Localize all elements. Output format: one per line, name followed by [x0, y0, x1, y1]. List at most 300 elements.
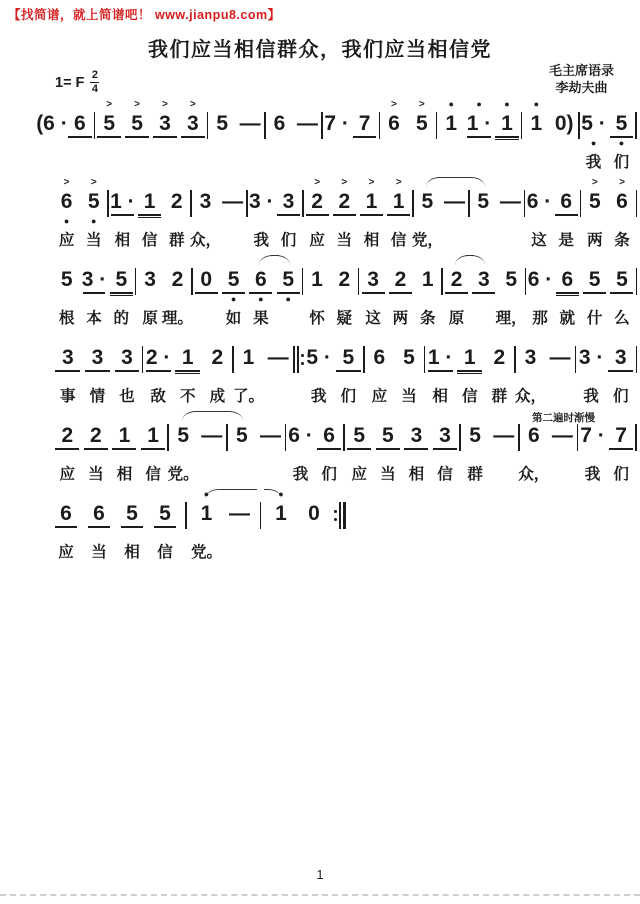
- note-token: [331, 255, 358, 327]
- lyric: 我: [292, 466, 309, 483]
- note-token: [489, 411, 518, 480]
- duration-underlines: [333, 369, 363, 375]
- note-number: —: [267, 346, 289, 369]
- note-number: 3: [159, 112, 171, 135]
- note-number: 2: [493, 346, 506, 369]
- octave-dot-low: ●: [230, 294, 237, 304]
- note-number: 6: [388, 112, 400, 135]
- note-number: 5: [342, 346, 355, 369]
- duration-underlines: [365, 369, 395, 375]
- note-number: 6: [527, 424, 540, 447]
- site-watermark: 【找简谱，就上简谱吧！ www.jianpu8.com】: [8, 8, 281, 22]
- note-token: [437, 99, 465, 168]
- note-token: [53, 177, 80, 249]
- note-token: [522, 99, 550, 168]
- note-number: 1 ·: [427, 346, 453, 369]
- lyric: 应: [58, 544, 74, 561]
- accent-mark: >: [341, 177, 348, 188]
- lyric: 信: [390, 232, 407, 249]
- duration-underlines: [208, 135, 236, 141]
- note-token: [304, 177, 331, 249]
- duration-underlines: [234, 369, 264, 375]
- duration-underlines: [268, 525, 294, 531]
- duration-underlines: [236, 135, 264, 141]
- duration-underlines: [493, 135, 521, 141]
- note-token: [301, 489, 327, 558]
- duration-underlines: [227, 525, 253, 531]
- note-token: [315, 411, 344, 483]
- note-token: [275, 255, 302, 324]
- note-number: 7: [615, 424, 627, 447]
- note-token: [374, 411, 403, 483]
- note-number: 5: [126, 502, 138, 525]
- note-token: [228, 411, 257, 480]
- note-number: 5: [115, 268, 128, 291]
- note-token: [608, 177, 635, 249]
- note-token: [151, 99, 179, 168]
- note-number: 5: [403, 346, 415, 369]
- note-token: [191, 489, 223, 561]
- duration-underlines: [385, 213, 412, 219]
- duration-underlines: [203, 369, 233, 375]
- duration-underlines: [38, 135, 66, 141]
- duration-underlines: [522, 135, 550, 141]
- note-number: 5: [87, 190, 100, 213]
- duration-underlines: [414, 213, 441, 219]
- note-token: [53, 411, 82, 483]
- tie-arc: [224, 411, 244, 421]
- note-number: 1: [118, 424, 131, 447]
- duration-underlines: [119, 525, 145, 531]
- lyric: 我: [585, 154, 602, 171]
- accent-mark: >: [591, 177, 598, 188]
- barline: [635, 424, 637, 451]
- note-number: —: [229, 502, 250, 525]
- note-number: 5: [60, 268, 73, 291]
- lyric: 们: [340, 388, 357, 405]
- duration-underlines: [520, 447, 549, 453]
- note-number: 3: [410, 424, 423, 447]
- note-number: 5: [236, 424, 248, 447]
- lyric: 我: [310, 388, 327, 405]
- note-number: 1: [463, 346, 476, 369]
- lyric: 也: [119, 388, 135, 405]
- lyric: 应: [309, 232, 325, 249]
- duration-underlines: [173, 369, 203, 375]
- duration-underlines: [345, 447, 374, 453]
- lyric: 理，: [495, 310, 527, 327]
- note-token: [495, 255, 527, 327]
- tie-arc: [271, 255, 290, 265]
- duration-underlines: [470, 213, 497, 219]
- note-token: [247, 255, 274, 327]
- note-number: 1: [143, 190, 156, 213]
- duration-underlines: [228, 447, 257, 453]
- duration-underlines: [402, 447, 431, 453]
- note-number: 1: [530, 112, 543, 135]
- duration-underlines: [109, 213, 136, 219]
- duration-underlines: [408, 135, 436, 141]
- duration-underlines: [108, 291, 135, 297]
- note-number: 2: [338, 268, 351, 291]
- note-token: [219, 177, 246, 246]
- lyric: 条: [614, 232, 630, 249]
- note-token: [414, 255, 441, 327]
- note-token: [80, 255, 107, 327]
- credits: [549, 63, 614, 97]
- note-token: [208, 99, 236, 168]
- duration-underlines: [607, 447, 636, 453]
- note-number: 3 ·: [81, 268, 107, 291]
- octave-dot-low: ●: [590, 138, 597, 148]
- lyric: 当: [91, 544, 107, 561]
- note-number: 3: [614, 346, 627, 369]
- duration-underlines: [303, 291, 330, 297]
- lyric: 我: [583, 388, 599, 405]
- duration-underlines: [315, 447, 344, 453]
- duration-underlines: [554, 291, 581, 297]
- lyric: 我: [253, 232, 270, 249]
- note-number: 3: [199, 190, 212, 213]
- note-number: 0: [200, 268, 213, 291]
- note-number: 0: [308, 502, 320, 525]
- note-number: 3: [478, 268, 490, 291]
- note-token: [119, 489, 145, 561]
- note-number: 3 ·: [578, 346, 604, 369]
- lyric: 这: [365, 310, 381, 327]
- note-token: [351, 99, 379, 168]
- accent-mark: >: [162, 99, 168, 110]
- duration-underlines: [431, 447, 460, 453]
- note-number: —: [239, 112, 261, 135]
- note-number: 1: [311, 268, 323, 291]
- note-number: 5: [227, 268, 240, 291]
- lyric: 什: [586, 310, 603, 327]
- note-number: 1: [200, 502, 213, 525]
- note-number: —: [259, 424, 281, 447]
- note-number: 5: [588, 268, 601, 291]
- note-number: 2: [211, 346, 224, 369]
- note-number: 6: [255, 268, 267, 291]
- note-number: —: [549, 346, 571, 369]
- composer-credit: 李劫夫曲: [555, 79, 608, 95]
- lyric: 群: [169, 232, 185, 249]
- duration-underlines: [576, 369, 606, 375]
- note-token: [173, 333, 203, 405]
- note-token: [323, 99, 351, 168]
- lyric: 应: [58, 232, 75, 249]
- note-token: [359, 255, 386, 327]
- duration-underlines: [497, 213, 524, 219]
- note-token: [425, 333, 455, 405]
- song-title: 我们应当相信群众，我们应当相信党: [148, 39, 492, 61]
- accent-mark: >: [63, 177, 70, 188]
- duration-underlines: [301, 525, 327, 531]
- lyric: 了。: [232, 388, 264, 405]
- note-number: (6 ·: [36, 112, 68, 135]
- octave-dot-low: ●: [618, 138, 625, 148]
- duration-underlines: [578, 447, 607, 453]
- duration-underlines: [374, 447, 403, 453]
- lyric: 相: [363, 232, 380, 249]
- note-number: 2 ·: [145, 346, 171, 369]
- note-token: [470, 255, 497, 324]
- note-token: [580, 99, 608, 171]
- duration-underlines: [53, 369, 83, 375]
- note-token: [387, 255, 414, 327]
- note-token: [331, 177, 358, 249]
- note-token: [256, 411, 285, 480]
- duration-underlines: [110, 447, 139, 453]
- lyric: 情: [89, 388, 106, 405]
- lyric: 众，: [514, 388, 546, 405]
- note-token: [525, 177, 552, 249]
- note-number: 7 ·: [324, 112, 349, 135]
- note-token: [550, 99, 578, 168]
- accent-mark: >: [189, 99, 196, 110]
- note-token: [608, 99, 636, 171]
- duration-underlines: [331, 213, 358, 219]
- note-number: 3: [367, 268, 379, 291]
- duration-underlines: [323, 135, 351, 141]
- lyric: 那: [532, 310, 548, 327]
- duration-underlines: [112, 369, 142, 375]
- note-number: —: [493, 424, 515, 447]
- duration-underlines: [358, 213, 385, 219]
- note-number: 6: [616, 190, 628, 213]
- note-token: [545, 333, 575, 402]
- note-token: [83, 333, 113, 405]
- note-number: 6: [373, 346, 386, 369]
- octave-dot-low: ●: [91, 216, 97, 226]
- note-token: [143, 333, 173, 405]
- lyric: 本: [86, 310, 102, 327]
- duration-underlines: [550, 135, 578, 141]
- note-number: 2: [311, 190, 323, 213]
- lyric: 群: [491, 388, 508, 405]
- barline: [260, 502, 262, 529]
- note-number: 7: [358, 112, 371, 135]
- barline: [293, 346, 304, 373]
- duration-underlines: [489, 447, 518, 453]
- lyric: 就: [559, 310, 576, 327]
- note-token: [333, 333, 363, 405]
- note-token: [493, 99, 521, 168]
- lyric: 当: [336, 232, 353, 249]
- note-token: [553, 177, 580, 249]
- note-token: [385, 177, 412, 249]
- lyric: 党。: [191, 544, 223, 561]
- lyric: 党，: [411, 232, 443, 249]
- duration-underlines: [136, 291, 163, 297]
- note-token: [189, 177, 221, 249]
- note-number: 1: [445, 112, 458, 135]
- note-token: [161, 255, 193, 327]
- duration-underlines: [608, 213, 635, 219]
- duration-underlines: [66, 135, 94, 141]
- note-token: [275, 177, 302, 249]
- note-token: [203, 333, 233, 405]
- duration-underlines: [548, 447, 577, 453]
- music-line: [38, 177, 637, 249]
- duration-underlines: [53, 291, 80, 297]
- lyric: 信: [437, 466, 453, 483]
- note-number: 2: [338, 190, 351, 213]
- note-token: [411, 177, 443, 249]
- barline: [185, 502, 187, 529]
- accent-mark: >: [619, 177, 625, 188]
- duration-underlines: [219, 213, 246, 219]
- note-number: 3: [282, 190, 295, 213]
- duration-underlines: [95, 135, 123, 141]
- duration-underlines: [304, 369, 334, 375]
- lyric: 事: [60, 388, 76, 405]
- note-token: [95, 99, 123, 168]
- note-number: 3: [186, 112, 199, 135]
- lyric: 怀: [309, 310, 325, 327]
- note-token: [554, 255, 581, 327]
- lyric: 敌: [150, 388, 166, 405]
- note-token: [408, 99, 436, 168]
- lyric: 原: [142, 310, 158, 327]
- note-token: [193, 255, 220, 324]
- note-token: [38, 99, 66, 168]
- note-token: [402, 411, 431, 483]
- note-number: 6: [73, 112, 86, 135]
- time-signature: [90, 70, 99, 95]
- duration-underlines: [82, 447, 111, 453]
- note-number: 7 ·: [580, 424, 605, 447]
- duration-underlines: [437, 135, 465, 141]
- octave-dot-high: ●: [504, 99, 510, 109]
- bottom-dashed-rule: [0, 894, 640, 896]
- note-token: [53, 255, 80, 327]
- duration-underlines: [248, 213, 275, 219]
- duration-underlines: [581, 213, 608, 219]
- lyric-source-credit: 毛主席语录: [548, 63, 614, 78]
- duration-underlines: [192, 213, 219, 219]
- duration-underlines: [179, 135, 207, 141]
- note-number: 3: [91, 346, 104, 369]
- music-line: [38, 333, 637, 405]
- lyric: 相: [432, 388, 448, 405]
- note-token: [152, 489, 178, 561]
- duration-underlines: [465, 135, 493, 141]
- duration-underlines: [152, 525, 178, 531]
- note-number: —: [443, 190, 465, 213]
- duration-underlines: [455, 369, 485, 375]
- key-label: 1= F: [55, 74, 85, 91]
- lyric: 信: [157, 544, 173, 561]
- note-number: —: [499, 190, 521, 213]
- note-number: 1: [365, 190, 378, 213]
- octave-dot-high: ●: [203, 489, 210, 499]
- duration-underlines: [53, 447, 82, 453]
- note-number: 2: [394, 268, 407, 291]
- duration-underlines: [525, 213, 552, 219]
- note-number: 1 ·: [466, 112, 492, 135]
- duration-underlines: [545, 369, 575, 375]
- lyric: 原: [448, 310, 465, 327]
- duration-underlines: [425, 369, 455, 375]
- note-token: [526, 255, 553, 327]
- barline: [636, 190, 638, 217]
- lyric: 这: [531, 232, 547, 249]
- barline: [636, 346, 638, 373]
- note-number: —: [201, 424, 223, 447]
- note-number: 2: [61, 424, 74, 447]
- duration-underlines: [286, 447, 315, 453]
- note-token: [220, 255, 247, 327]
- lyric: 两: [587, 232, 603, 249]
- accent-mark: >: [90, 177, 97, 188]
- note-token: [53, 489, 79, 561]
- duration-underlines: [485, 369, 515, 375]
- key-time-signature: [55, 70, 99, 95]
- page-number: 1: [316, 867, 324, 882]
- duration-underlines: [169, 447, 198, 453]
- note-token: [53, 333, 83, 405]
- note-token: [581, 177, 608, 249]
- duration-underlines: [275, 213, 302, 219]
- time-sig-denominator: 4: [91, 83, 98, 95]
- note-token: [179, 99, 207, 168]
- duration-underlines: [139, 447, 168, 453]
- duration-underlines: [516, 369, 546, 375]
- lyric: 党。: [167, 466, 199, 483]
- duration-underlines: [498, 291, 525, 297]
- note-number: 3: [144, 268, 156, 291]
- note-number: 6: [560, 190, 573, 213]
- note-number: 6: [273, 112, 286, 135]
- note-number: 5: [216, 112, 229, 135]
- duration-underlines: [581, 291, 608, 297]
- time-sig-numerator: 2: [91, 69, 98, 81]
- note-number: 5: [282, 268, 294, 291]
- note-token: [394, 333, 424, 405]
- note-token: [232, 333, 264, 405]
- barline: [635, 112, 637, 139]
- duration-underlines: [380, 135, 408, 141]
- music-line: [38, 411, 637, 483]
- lyric: 如: [225, 310, 242, 327]
- duration-underlines: [136, 213, 163, 219]
- note-token: [263, 333, 293, 402]
- lyric: 当: [86, 232, 102, 249]
- duration-underlines: [351, 135, 379, 141]
- note-number: 5: [177, 424, 190, 447]
- lyric: 们: [280, 232, 297, 249]
- note-token: [167, 411, 199, 483]
- note-token: [286, 411, 315, 483]
- score-lines: [38, 99, 637, 567]
- note-number: 5: [159, 502, 171, 525]
- duration-underlines: [194, 525, 220, 531]
- duration-underlines: [331, 291, 358, 297]
- lyric: 当: [401, 388, 417, 405]
- duration-underlines: [266, 135, 294, 141]
- note-token: [236, 99, 264, 168]
- note-token: [606, 333, 636, 405]
- note-token: [470, 177, 497, 246]
- duration-underlines: [293, 135, 321, 141]
- duration-underlines: [256, 447, 285, 453]
- note-number: 6: [60, 190, 73, 213]
- note-token: [86, 489, 112, 561]
- lyric: 疑: [336, 310, 353, 327]
- note-token: [465, 99, 493, 168]
- note-token: [268, 489, 294, 558]
